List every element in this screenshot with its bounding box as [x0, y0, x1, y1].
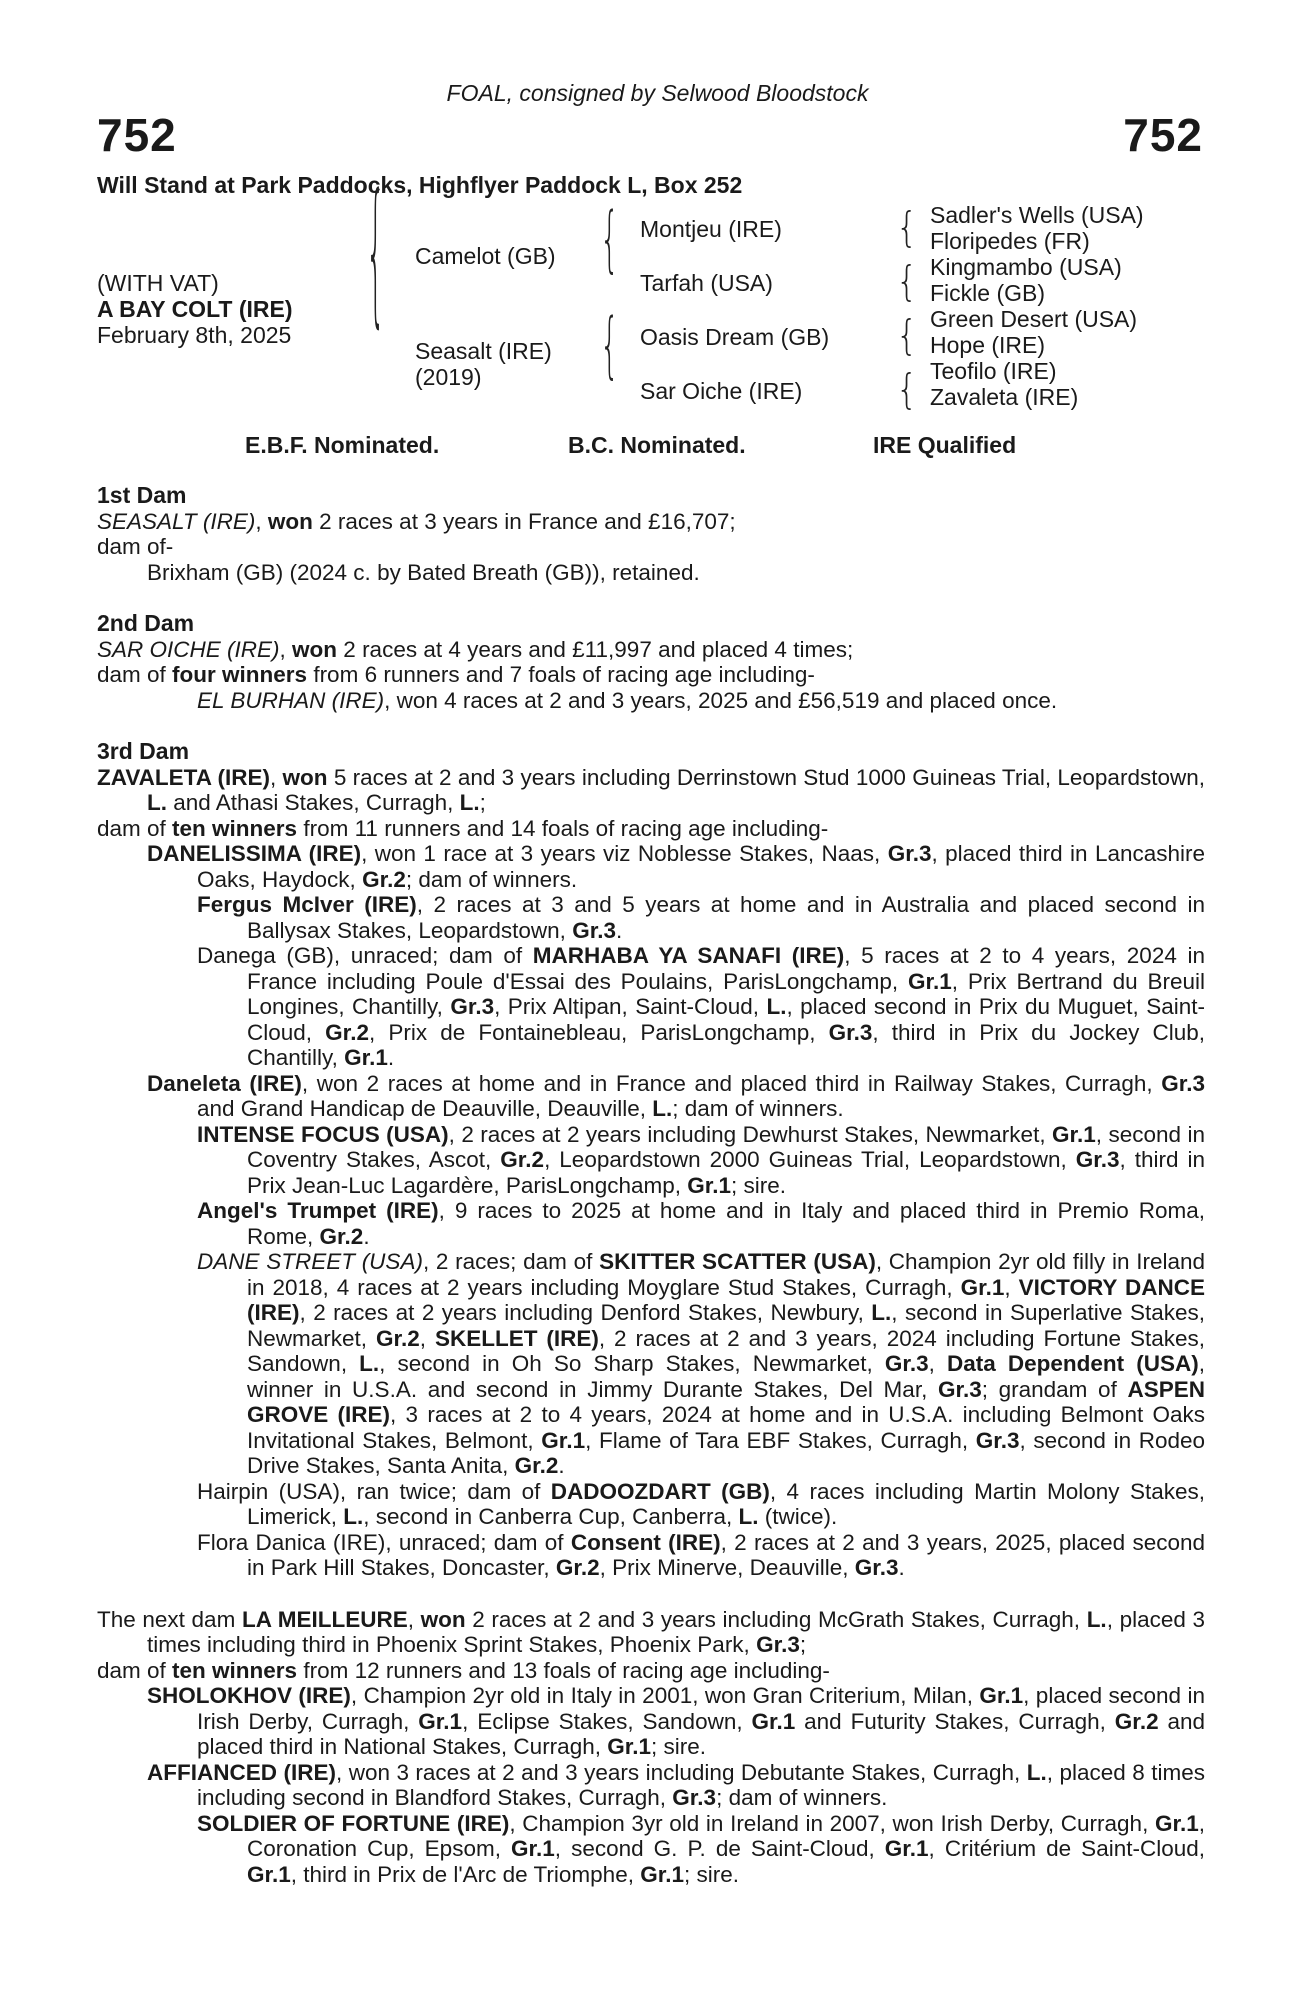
dam1-won: won [267, 508, 313, 534]
dam2-won: won [292, 636, 338, 662]
produce-soldier-of-fortune [97, 1811, 1205, 1888]
nextdam-name: LA MEILLEURE [241, 1606, 408, 1632]
text-segment: , 4 races including Martin Molony Stakes, Limerick, [247, 1478, 1205, 1529]
text-segment: , second in Oh So Sharp Stakes, Newmarket, [379, 1351, 885, 1376]
bold-text-segment: Gr.2 [325, 1019, 369, 1045]
pedigree-dam-dam: Sar Oiche (IRE) [640, 378, 803, 404]
bold-text-segment: Gr.3 [975, 1427, 1020, 1453]
text-segment: , 2 races at 2 and 3 years, 2025, placed second in Park Hill Stakes, Doncaster, [247, 1529, 1205, 1580]
bold-text-segment: Gr.3 [1161, 1070, 1205, 1096]
bold-text-segment: Angel's Trumpet (IRE) [197, 1198, 439, 1223]
bold-text-segment: Gr.1 [541, 1427, 586, 1453]
bold-text-segment: L. [766, 994, 787, 1019]
text-segment: , second G. P. de Saint-Cloud, [554, 1836, 885, 1861]
text-segment: dam of [97, 1657, 173, 1683]
text-segment: . [558, 1453, 565, 1478]
bold-text-segment: Gr.1 [511, 1836, 555, 1861]
text-segment: , Coronation Cup, Epsom, [247, 1810, 1205, 1861]
produce-flora-danica [97, 1530, 1205, 1581]
bold-text-segment: Gr.1 [344, 1045, 388, 1070]
pedigree-sire-dam: Tarfah (USA) [640, 270, 773, 296]
brace-sd: { [896, 258, 918, 306]
text-segment: , 3 races at 2 to 4 years, 2024 at home and in U.S.A. including Belmont Oaks Invitational Stakes, Belmont, [247, 1402, 1205, 1453]
text-segment: , [928, 1351, 948, 1376]
dam3-name: ZAVALETA (IRE) [97, 764, 270, 790]
produce-fergus [97, 892, 1205, 943]
bold-text-segment: L. [459, 790, 480, 815]
text-segment: , third in Prix de l'Arc de Triomphe, [290, 1861, 641, 1887]
dam2-heading: 2nd Dam [97, 610, 195, 636]
bold-text-segment: Data Dependent (USA) [947, 1351, 1199, 1376]
text-segment: , Eclipse Stakes, Sandown, [462, 1708, 752, 1734]
bold-text-segment: Consent (IRE) [570, 1529, 721, 1555]
bold-text-segment: ASPEN GROVE (IRE) [247, 1376, 1205, 1427]
text-segment: DANE STREET (USA) [197, 1249, 423, 1274]
horse-info [97, 270, 293, 348]
bold-text-segment: SOLDIER OF FORTUNE (IRE) [197, 1810, 510, 1836]
produce-sholokhov [97, 1683, 1205, 1760]
text-segment: , Prix Minerve, Deauville, [599, 1555, 855, 1580]
bold-text-segment: Gr.1 [607, 1734, 651, 1759]
text-segment: Flora Danica (IRE), unraced; dam of [197, 1529, 571, 1555]
dam2-record-text: 2 races at 4 years and £11,997 and placed 4 times; [337, 636, 854, 662]
bold-text-segment: DADOOZDART (GB) [550, 1478, 770, 1504]
pedigree-dam-name: Seasalt (IRE) [415, 338, 552, 364]
text-segment: , second in Coventry Stakes, Ascot, [247, 1121, 1205, 1172]
dam2-p1-name: EL BURHAN (IRE) [197, 687, 385, 713]
text-segment: , placed 8 times including second in Blandford Stakes, Curragh, [197, 1759, 1206, 1810]
pedigree-sdd: Fickle (GB) [930, 280, 1045, 306]
text-segment: , 2 races at 2 years including Dewhurst Stakes, Newmarket, [448, 1121, 1053, 1147]
dam2-record: SAR OICHE (IRE), won 2 races at 4 years and £11,997 and placed 4 times; [97, 636, 854, 662]
nextdam-damof [97, 1658, 1205, 1684]
text-segment: from 12 runners and 13 foals of racing age including- [297, 1657, 830, 1683]
dam1-record-text: 2 races at 3 years in France and £16,707; [312, 508, 736, 534]
text-segment: , Critérium de Saint-Cloud, [928, 1836, 1206, 1861]
bold-text-segment: Gr.3 [854, 1555, 899, 1580]
vat-note: (WITH VAT) [97, 270, 219, 296]
text-segment: , Prix Altipan, Saint-Cloud, [494, 994, 767, 1019]
text-segment: ; dam of winners. [716, 1785, 888, 1810]
stand-location: Will Stand at Park Paddocks, Highflyer Paddock L, Box 252 [97, 172, 743, 198]
text-segment: , third in Prix Jean-Luc Lagardère, ParisLongchamp, [247, 1147, 1205, 1198]
text-segment: , 2 races at 3 and 5 years at home and in Australia and placed second in Ballysax Stakes, Leopardstown, [247, 892, 1205, 943]
bold-text-segment: SKITTER SCATTER (USA) [599, 1249, 876, 1274]
lot-number-left: 752 [97, 109, 177, 161]
dam1-record: SEASALT (IRE), won 2 races at 3 years in France and £16,707; [97, 508, 736, 534]
brace-dam: { [600, 304, 620, 389]
brace-main: { [366, 164, 386, 347]
text-segment: and placed third in National Stakes, Curragh, [197, 1708, 1205, 1759]
text-segment: and Athasi Stakes, Curragh, [167, 790, 460, 815]
bold-text-segment: L. [652, 1096, 673, 1121]
bold-text-segment: Gr.2 [500, 1147, 545, 1172]
text-segment: , won 2 races at home and in France and placed third in Railway Stakes, Curragh, [301, 1070, 1162, 1096]
produce-danega [97, 943, 1205, 1071]
pedigree-dam-year: (2019) [415, 364, 482, 390]
produce-hairpin [97, 1479, 1205, 1530]
bold-text-segment: Gr.1 [979, 1683, 1024, 1708]
bold-text-segment: Gr.3 [887, 841, 932, 866]
bold-text-segment: Gr.1 [960, 1274, 1005, 1300]
text-segment: 5 races at 2 and 3 years including Derrinstown Stud 1000 Guineas Trial, Leopardstown, [327, 764, 1205, 790]
text-segment: ; sire. [651, 1734, 707, 1759]
text-segment: , second in Canberra Cup, Canberra, [363, 1504, 739, 1529]
bold-text-segment: Fergus McIver (IRE) [197, 892, 417, 917]
text-segment: 2 races at 2 and 3 years including McGrath Stakes, Curragh, [465, 1606, 1087, 1632]
text-segment: , won 1 race at 3 years viz Noblesse Stakes, Naas, [361, 841, 888, 866]
text-segment: . [898, 1555, 905, 1580]
bold-text-segment: L. [1086, 1606, 1107, 1632]
pedigree-sire: Camelot (GB) [415, 243, 556, 269]
text-segment: Danega (GB), unraced; dam of [197, 943, 533, 968]
bold-text-segment: L. [871, 1300, 892, 1325]
horse-name: A BAY COLT (IRE) [97, 296, 293, 322]
produce-affianced [97, 1760, 1205, 1811]
text-segment: ; grandam of [981, 1376, 1128, 1402]
ire-qualified: IRE Qualified [873, 432, 1017, 458]
bold-text-segment: L. [1026, 1759, 1047, 1785]
text-segment: , [419, 1325, 435, 1351]
pedigree-sss: Sadler's Wells (USA) [930, 202, 1144, 228]
dam3-record: ZAVALETA (IRE), won 5 races at 2 and 3 years including Derrinstown Stud 1000 Guineas Trial, Leopardstown, L. and Athasi Stakes, Curragh, L.; [97, 764, 1205, 815]
bold-text-segment: L. [343, 1504, 364, 1529]
text-segment: , second in Superlative Stakes, Newmarket, [247, 1300, 1205, 1351]
bold-text-segment: Gr.2 [514, 1453, 559, 1478]
bold-text-segment: Gr.3 [884, 1351, 929, 1376]
bold-text-segment: Daneleta (IRE) [147, 1070, 302, 1096]
dam2-winners: four winners [172, 662, 308, 687]
lot-number-right: 752 [1123, 109, 1203, 161]
text-segment: . [363, 1223, 370, 1249]
bold-text-segment: L. [147, 790, 167, 815]
text-segment: , placed second in Prix du Muguet, Saint-Cloud, [247, 994, 1206, 1045]
produce-dane-street [97, 1249, 1205, 1479]
bold-text-segment: Gr.2 [1114, 1708, 1159, 1734]
bold-text-segment: Gr.3 [937, 1376, 982, 1402]
bold-text-segment: Gr.3 [1075, 1147, 1120, 1172]
bold-text-segment: MARHABA YA SANAFI (IRE) [532, 943, 845, 968]
bold-text-segment: Gr.3 [828, 1019, 873, 1045]
pedigree-sire-sire: Montjeu (IRE) [640, 216, 782, 242]
dam1-produce: Brixham (GB) (2024 c. by Bated Breath (GB)), retained. [147, 559, 700, 585]
text-segment: , Champion 2yr old filly in Ireland in 2018, 4 races at 2 years including Moyglare Stud Stakes, Curragh, [247, 1249, 1206, 1300]
dam2-damof-a: dam of [97, 662, 173, 687]
text-segment: ; [479, 790, 486, 815]
produce-danelissima [97, 841, 1205, 892]
text-segment: , Prix Bertrand du Breuil Longines, Chantilly, [247, 968, 1205, 1019]
bold-text-segment: VICTORY DANCE (IRE) [247, 1274, 1205, 1325]
text-segment: ; dam of winners. [672, 1096, 844, 1121]
consignment-line: FOAL, consigned by Selwood Bloodstock [446, 80, 869, 106]
bold-text-segment: SKELLET (IRE) [434, 1325, 599, 1351]
text-segment: , placed third in Lancashire Oaks, Haydock, [197, 841, 1206, 892]
bold-text-segment: Gr.1 [247, 1861, 291, 1887]
bold-text-segment: Gr.1 [687, 1172, 732, 1198]
text-segment: , Champion 3yr old in Ireland in 2007, won Irish Derby, Curragh, [509, 1810, 1155, 1836]
bold-text-segment: Gr.3 [572, 917, 616, 943]
text-segment: , second in Rodeo Drive Stakes, Santa Anita, [247, 1427, 1206, 1478]
text-segment: , Leopardstown 2000 Guineas Trial, Leopardstown, [544, 1147, 1076, 1172]
text-segment: dam of [97, 815, 173, 841]
text-segment: The next dam [97, 1606, 242, 1632]
bold-text-segment: won [420, 1606, 466, 1632]
text-segment: , 5 races at 2 to 4 years, 2024 in France including Poule d'Essai des Poulains, ParisLongchamp, [247, 943, 1205, 994]
bold-text-segment: INTENSE FOCUS (USA) [197, 1121, 449, 1147]
bold-text-segment: Gr.1 [1052, 1121, 1096, 1147]
bold-text-segment: Gr.2 [555, 1555, 600, 1580]
nextdam-record: The next dam LA MEILLEURE, won 2 races at 2 and 3 years including McGrath Stakes, Curragh, L., placed 3 times including third in Phoenix Sprint Stakes, Phoenix Park, Gr.3; [97, 1606, 1206, 1657]
bold-text-segment: Gr.3 [672, 1785, 717, 1810]
ebf-nomination: E.B.F. Nominated. [245, 432, 440, 458]
bold-text-segment: Gr.1 [1154, 1810, 1199, 1836]
text-segment: ; dam of winners. [405, 866, 578, 892]
pedigree-dsd: Hope (IRE) [930, 332, 1046, 358]
brace-ds: { [896, 312, 918, 360]
produce-intense-focus [97, 1122, 1205, 1199]
dam2-p1-text: , won 4 races at 2 and 3 years, 2025 and £56,519 and placed once. [384, 687, 1058, 713]
catalogue-body [97, 483, 1205, 1887]
text-segment: from 11 runners and 14 foals of racing age including- [297, 815, 829, 841]
text-segment: , third in Prix du Jockey Club, Chantilly, [247, 1019, 1206, 1070]
text-segment: , winner in U.S.A. and second in Jimmy Durante Stakes, Del Mar, [247, 1351, 1206, 1402]
produce-daneleta [97, 1071, 1205, 1122]
horse-dob: February 8th, 2025 [97, 322, 292, 348]
brace-ss: { [896, 204, 918, 252]
dam2-name: SAR OICHE (IRE) [97, 636, 280, 662]
bold-text-segment: Gr.2 [319, 1223, 364, 1249]
bold-text-segment: Gr.1 [418, 1708, 463, 1734]
pedigree-ddd: Zavaleta (IRE) [930, 384, 1079, 410]
text-segment: , 9 races to 2025 at home and in Italy and placed third in Premio Roma, Rome, [247, 1198, 1205, 1249]
text-segment: . [615, 917, 623, 943]
brace-sire: { [600, 198, 620, 283]
bold-text-segment: DANELISSIMA (IRE) [147, 841, 362, 866]
bold-text-segment: Gr.2 [362, 866, 406, 892]
text-segment: and Futurity Stakes, Curragh, [795, 1708, 1115, 1734]
text-segment: , 2 races at 2 years including Denford Stakes, Newbury, [299, 1300, 872, 1325]
text-segment: and Grand Handicap de Deauville, Deauville, [197, 1096, 653, 1121]
bold-text-segment: Gr.2 [375, 1325, 420, 1351]
dam3-heading: 3rd Dam [97, 738, 190, 764]
bold-text-segment: L. [738, 1504, 759, 1529]
pedigree-dam [415, 338, 552, 390]
dam1-damof: dam of- [97, 534, 174, 559]
bold-text-segment: L. [359, 1351, 380, 1376]
pedigree-dss: Green Desert (USA) [930, 306, 1138, 332]
dam3-winners: ten winners [172, 815, 298, 841]
bold-text-segment: AFFIANCED (IRE) [147, 1759, 336, 1785]
pedigree-dam-sire: Oasis Dream (GB) [640, 324, 830, 350]
text-segment: , [1004, 1274, 1019, 1300]
text-segment: , Prix de Fontainebleau, ParisLongchamp, [368, 1019, 829, 1045]
text-segment: ; [799, 1632, 807, 1657]
text-segment: . [387, 1045, 395, 1070]
pedigree-gen3 [930, 202, 1144, 410]
text-segment: , Flame of Tara EBF Stakes, Curragh, [585, 1427, 976, 1453]
dam2-damof [97, 662, 1205, 688]
brace-dd: { [896, 366, 918, 414]
bold-text-segment: Gr.1 [908, 968, 952, 994]
text-segment: , placed second in Irish Derby, Curragh, [197, 1683, 1205, 1734]
bold-text-segment: Gr.1 [640, 1861, 684, 1887]
text-segment: ; sire. [731, 1172, 787, 1198]
produce-angels-trumpet [97, 1198, 1205, 1249]
dam1-name: SEASALT (IRE) [97, 508, 256, 534]
pedigree-sds: Kingmambo (USA) [930, 254, 1122, 280]
dam2-produce-1 [97, 688, 1205, 714]
text-segment: , 2 races at 2 and 3 years, 2024 including Fortune Stakes, Sandown, [247, 1325, 1205, 1376]
dam3-won: won [282, 764, 328, 790]
bold-text-segment: Gr.1 [884, 1836, 929, 1861]
text-segment: ; sire. [684, 1861, 740, 1887]
dam2-damof-b: from 6 runners and 7 foals of racing age including- [307, 662, 815, 687]
dam3-damof [97, 816, 1205, 842]
pedigree-dds: Teofilo (IRE) [930, 358, 1057, 384]
text-segment: , won 3 races at 2 and 3 years including Debutante Stakes, Curragh, [335, 1759, 1027, 1785]
text-segment: Hairpin (USA), ran twice; dam of [197, 1478, 551, 1504]
bold-text-segment: Gr.3 [450, 994, 495, 1019]
text-segment: , Champion 2yr old in Italy in 2001, won Gran Criterium, Milan, [350, 1683, 980, 1708]
pedigree-ssd: Floripedes (FR) [930, 228, 1090, 254]
bold-text-segment: Gr.3 [756, 1632, 800, 1657]
bold-text-segment: SHOLOKHOV (IRE) [147, 1683, 351, 1708]
dam1-heading: 1st Dam [97, 482, 187, 508]
bold-text-segment: Gr.1 [751, 1708, 796, 1734]
bold-text-segment: ten winners [172, 1657, 298, 1683]
text-segment: , placed 3 times including third in Phoenix Sprint Stakes, Phoenix Park, [147, 1606, 1206, 1657]
text-segment: , 2 races; dam of [422, 1249, 600, 1274]
text-segment: (twice). [758, 1504, 838, 1529]
bc-nomination: B.C. Nominated. [568, 432, 746, 458]
